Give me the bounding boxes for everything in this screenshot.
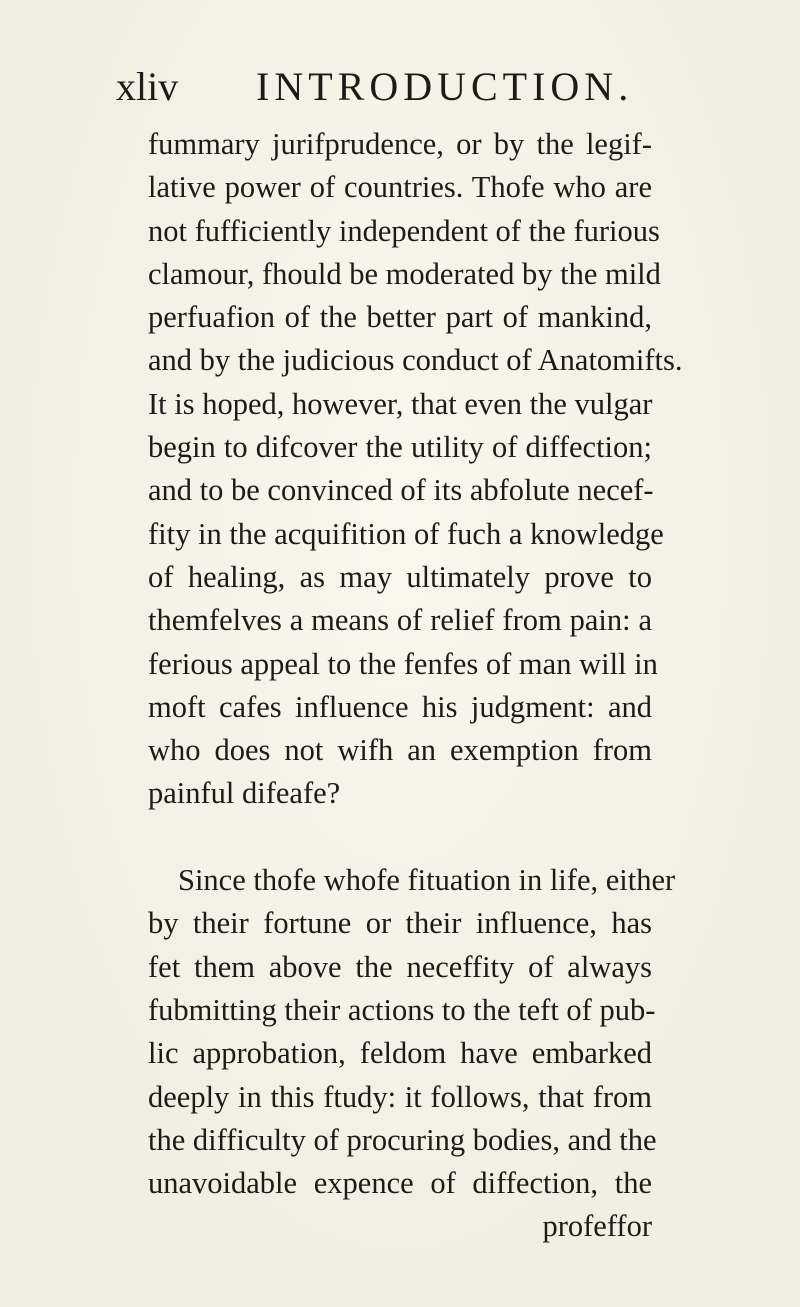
text-line: fity in the acquifition of fuch a knowledge	[148, 516, 664, 551]
paragraph-2	[148, 859, 676, 1205]
text-line: painful difeafe?	[148, 776, 341, 811]
text-line: Since thofe whofe fituation in life, either	[178, 863, 676, 898]
text-line: and by the judicious conduct of Anatomifts.	[148, 343, 683, 378]
text-line: and to be convinced of its abfolute necef-	[148, 473, 654, 508]
text-line: themfelves a means of relief from pain: a	[148, 603, 652, 638]
text-line: deeply in this ftudy: it follows, that from	[148, 1079, 652, 1114]
text-line: of healing, as may ultimately prove to	[148, 559, 652, 594]
text-line: who does not wifh an exemption from	[148, 733, 652, 768]
text-line: moft cafes influence his judgment: and	[148, 689, 652, 724]
text-line: lic approbation, feldom have embarked	[148, 1036, 652, 1071]
text-line: fubmitting their actions to the teft of pub-	[148, 992, 656, 1027]
text-line: by their fortune or their influence, has	[148, 906, 652, 941]
paragraph-gap	[148, 816, 652, 859]
running-head: INTRODUCTION.	[256, 64, 634, 109]
text-line: not fufficiently independent of the furious	[148, 213, 660, 248]
page-number: xliv	[116, 64, 179, 109]
text-line: ferious appeal to the fenfes of man will in	[148, 646, 658, 681]
body-text	[148, 123, 683, 1249]
catchword: profeffor	[542, 1209, 652, 1244]
text-line: perfuafion of the better part of mankind,	[148, 300, 652, 335]
paragraph-1	[148, 123, 683, 816]
page-header	[116, 62, 636, 112]
text-line: It is hoped, however, that even the vulgar	[148, 386, 653, 421]
text-line: fummary jurifprudence, or by the legif-	[148, 127, 652, 161]
text-line: fet them above the neceffity of always	[148, 949, 652, 984]
text-line: begin to difcover the utility of diffection;	[148, 430, 652, 465]
text-line: lative power of countries. Thofe who are	[148, 170, 652, 205]
text-line: clamour, fhould be moderated by the mild	[148, 256, 661, 291]
text-line: unavoidable expence of diffection, the	[148, 1166, 652, 1201]
text-line: the difficulty of procuring bodies, and the	[148, 1122, 657, 1157]
